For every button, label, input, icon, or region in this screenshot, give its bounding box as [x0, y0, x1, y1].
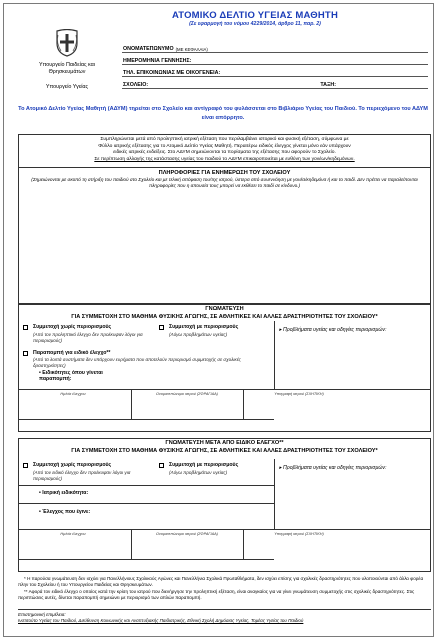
intro-text [19, 135, 430, 168]
name-hint: (ΜΕ ΚΕΦΑΛΑΙΑ) [175, 47, 208, 52]
school-label: ΣΧΟΛΕΙΟ: [123, 82, 149, 88]
phone-label: ΤΗΛ. ΕΠΙΚΟΙΝΩΝΙΑΣ ΜΕ ΟΙΚΟΓΕΝΕΙΑ: [123, 70, 221, 76]
form-page [3, 3, 434, 637]
restricted-label: Συμμετοχή με περιορισμούς [169, 324, 239, 330]
divider [243, 389, 244, 419]
dob-label: ΗΜΕΡΟΜΗΝΙΑ ΓΕΝΝΗΣΗΣ: [123, 58, 192, 64]
footnotes [18, 576, 431, 602]
referral-checkbox[interactable] [23, 351, 28, 356]
specialty-text: Ειδικότητες όπου γίνεται παραπομπή: [39, 370, 103, 382]
after-restricted-checkbox[interactable] [159, 463, 164, 468]
divider [131, 529, 132, 559]
after-doctor-name-label: Ονοματεπώνυμο ιατρού (ΣΦΡΑΓΙΔΑ) [156, 532, 218, 536]
intro-line: ειδικές ιατρικές ενδείξεις. Στο ΑΔΥΜ σημειώνονται τα πορίσματα της εξέτασης που αφορούν το Σχολείο. [113, 150, 336, 156]
greek-emblem-icon [55, 29, 79, 57]
unrestricted-checkbox[interactable] [23, 325, 28, 330]
after-problems-text: Προβλήματα υγείας και οδηγίες περιορισμών: [283, 465, 387, 471]
divider [274, 459, 275, 529]
after-problems-label: ▸ Προβλήματα υγείας και οδηγίες περιορισμών: [279, 465, 387, 471]
specialty-label: • Ειδικότητες όπου γίνεται παραπομπή: [39, 370, 103, 382]
restricted-hint: (Λόγω προβλημάτων υγείας) [169, 332, 228, 337]
after-test-text: Έλεγχος που έγινε: [42, 509, 91, 515]
divider [19, 559, 274, 560]
after-test-label: • Έλεγχος που έγινε: [39, 509, 91, 515]
form-title: ΑΤΟΜΙΚΟ ΔΕΛΤΙΟ ΥΓΕΙΑΣ ΜΑΘΗΤΗ [171, 10, 338, 21]
identity-block [122, 41, 428, 89]
divider [19, 389, 430, 390]
after-unrestricted-label: Συμμετοχή χωρίς περιορισμούς [33, 462, 112, 468]
divider [243, 529, 244, 559]
after-specialty-text: Ιατρική ειδικότητα: [42, 490, 89, 496]
unrestricted-hint: (Από τον προληπτικό έλεγχο δεν προέκυψαν λόγοι για περιορισμούς) [33, 332, 143, 343]
ministry-health-label: Υπουργείο Υγείας [45, 84, 89, 90]
info-heading: ΠΛΗΡΟΦΟΡΙΕΣ ΓΙΑ ΕΝΗΜΕΡΩΣΗ ΤΟΥ ΣΧΟΛΕΙΟΥ [158, 170, 291, 176]
info-section [18, 134, 431, 304]
after-doctor-signature-label: Υπογραφή ιατρού (ΣΧΗΤΙΚΗ) [274, 532, 324, 536]
footer-text: Ινστιτούτο Υγείας του Παιδιού, Διεύθυνση Κοινωνικής και Αναπτυξιακής Παιδιατρικής, Εθνική Σχολή Δημόσιας Υγείας, Τομέας Υγείας του Παιδιού [18, 617, 304, 623]
name-field[interactable] [122, 41, 428, 53]
info-textarea[interactable] [19, 187, 430, 303]
after-unrestricted-hint: (Από τον ειδικό έλεγχο δεν προέκυψαν λόγοι για περιορισμούς) [33, 470, 131, 481]
footer-label: Επιστημονική επιμέλεια: [18, 612, 66, 617]
name-label: ΟΝΟΜΑΤΕΠΩΝΥΜΟ [123, 46, 174, 52]
check-date-label: Ημ/νία έλεγχου [60, 392, 86, 396]
referral-hint: (Από τα λοιπά συστήματα δεν υπάρχουν ευρήματα που αποτελούν περιορισμό συμμετοχής σε σχολικές δραστηριότητες) [33, 357, 241, 368]
footer [18, 609, 431, 624]
info-hint: (Σημειώνονται με σκοπό τη στήριξη του παιδιού στο Σχολείο και με τελική απόφαση του/της ιατρού, ύστερα από συνεννόηση με γονέα/κηδεμόνα ή και το παιδί. Δεν πρέπει να παραλείπονται πληροφορίες που η απουσία τους μπορεί να εκθέσει το παιδί σε κίνδυνο.) [31, 177, 418, 189]
assessment-heading-2: ΓΙΑ ΣΥΜΜΕΤΟΧΗ ΣΤΟ ΜΑΘΗΜΑ ΦΥΣΙΚΗΣ ΑΓΩΓΗΣ, ΣΕ ΑΘΛΗΤΙΚΕΣ ΚΑΙ ΑΛΛΕΣ ΔΡΑΣΤΗΡΙΟΤΗΤΕΣ ΤΟΥ ΣΧΟΛΕΙΟΥ* [71, 314, 378, 320]
assessment-heading-1: ΓΝΩΜΑΤΕΥΣΗ [205, 306, 244, 312]
assessment-after-heading-2: ΓΙΑ ΣΥΜΜΕΤΟΧΗ ΣΤΟ ΜΑΘΗΜΑ ΦΥΣΙΚΗΣ ΑΓΩΓΗΣ, ΣΕ ΑΘΛΗΤΙΚΕΣ ΚΑΙ ΑΛΛΕΣ ΔΡΑΣΤΗΡΙΟΤΗΤΕΣ ΤΟΥ ΣΧΟΛΕΙΟΥ* [71, 448, 378, 454]
divider [19, 419, 274, 420]
intro-line: Συμπληρώνεται μετά από προληπτική ιατρική εξέταση που περιλαμβάνει ιστορικό και φυσική εξέταση, σύμφωνα με [100, 137, 349, 142]
phone-field[interactable] [122, 65, 428, 77]
intro-line: Φύλλο ιατρικής εξέτασης για το Ατομικό Δελτίο Υγείας Μαθητή. Περαιτέρω ειδικός έλεγχος γίνεται μόνο εάν υπάρχουν [98, 143, 351, 149]
divider [274, 321, 275, 389]
doctor-name-label: Ονοματεπώνυμο ιατρού (ΣΦΡΑΓΙΔΑ) [156, 392, 218, 396]
divider [19, 485, 274, 486]
ministry-education-label: Υπουργείο Παιδείας και Θρησκευμάτων [38, 62, 95, 75]
assessment-after-heading-1: ΓΝΩΜΑΤΕΥΣΗ ΜΕΤΑ ΑΠΟ ΕΙΔΙΚΟ ΕΛΕΓΧΟ** [165, 440, 284, 446]
school-field[interactable] [122, 77, 428, 89]
intro-line: Σε περίπτωση αλλαγής της κατάστασης υγείας του παιδιού το ΑΔΥΜ επικαιροποιείται με ευθύνη των γονέων/κηδεμόνων. [94, 156, 355, 162]
problems-label: ▸ Προβλήματα υγείας και οδηγίες περιορισμών: [279, 327, 387, 333]
after-check-date-label: Ημ/νία έλεγχου [60, 532, 86, 536]
unrestricted-label: Συμμετοχή χωρίς περιορισμούς [33, 324, 112, 330]
after-specialty-label: • Ιατρική ειδικότητα: [39, 490, 89, 496]
class-label: ΤΑΞΗ: [320, 82, 336, 88]
footnote: ** Αφορά τον ειδικό έλεγχο ο οποίος κατά την κρίση του ιατρού που διενήργησε την προληπτική εξέταση, είναι αναγκαίος για να γίνει γνωμάτευση συμμετοχής στις σχολικές δραστηριότητες. Στις περιπτώσεις αυτές, δίνεται παραπομπή σημειώνει με περιορισμό των απλών παραπομπή. [18, 589, 415, 600]
footnote: * Η παρούσα γνωμάτευση δεν ισχύει για Πανελλήνιους Σχολικούς Αγώνες και Πανελλήνια Σχολικά Πρωταθλήματα, δεν ισχύει επίσης για σχολικές δραστηριότητες που υλοποιούνται από άλλο φορέα πλην του Σχολείου ή του Υπουργείου Παιδείας και Θρησκευμάτων. [18, 576, 424, 587]
divider [19, 529, 430, 530]
form-subtitle: (Σε εφαρμογή του νόμου 4229/2014, άρθρο 11, παρ. 2) [189, 21, 321, 27]
assessment-after-section [18, 438, 431, 572]
confidentiality-notice: Το Ατομικό Δελτίο Υγείας Μαθητή (ΑΔΥΜ) τηρείται στο Σχολείο και αντίγραφό του φυλάσσεται στο Βιβλιάριο Υγείας του Παιδιού. Το περιεχόμενο του ΑΔΥΜ είναι απόρρητο. [18, 106, 428, 121]
doctor-signature-label: Υπογραφή ιατρού (ΣΧΗΤΙΚΗ) [274, 392, 324, 396]
assessment-section [18, 304, 431, 432]
divider [131, 389, 132, 419]
referral-label: Παραπομπή για ειδικό έλεγχο** [33, 350, 111, 356]
restricted-checkbox[interactable] [159, 325, 164, 330]
divider [19, 503, 274, 504]
after-restricted-hint: (Λόγω προβλημάτων υγείας) [169, 470, 228, 475]
after-restricted-label: Συμμετοχή με περιορισμούς [169, 462, 239, 468]
after-unrestricted-checkbox[interactable] [23, 463, 28, 468]
problems-text: Προβλήματα υγείας και οδηγίες περιορισμών: [283, 327, 387, 333]
dob-field[interactable] [122, 53, 428, 65]
